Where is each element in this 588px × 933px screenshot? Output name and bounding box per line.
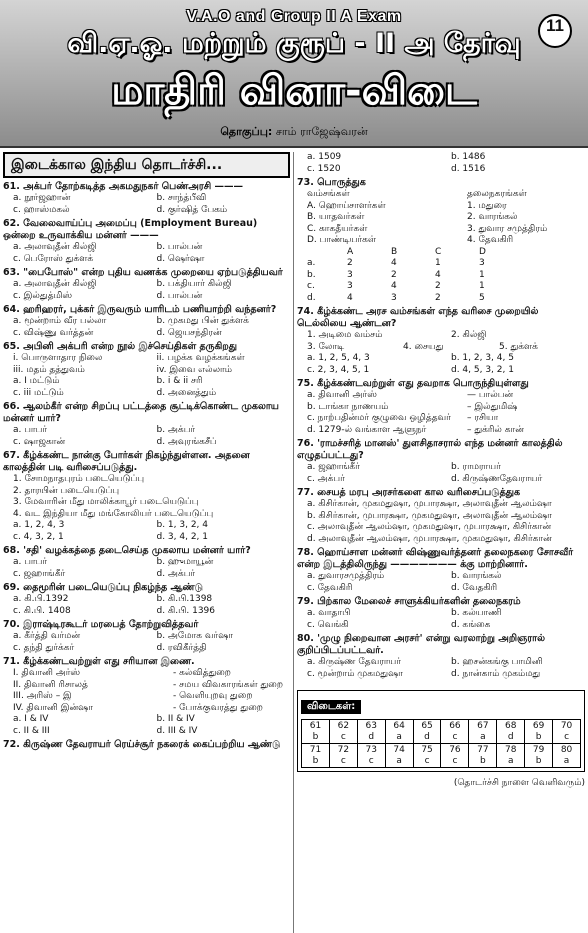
option-a: a. 1, 2, 5, 4, 3: [307, 353, 370, 363]
pair-right: 2. வாரங்கல்: [467, 212, 518, 222]
option-d: d. ஷெர்ஷா: [156, 253, 205, 264]
options-row: [3, 425, 290, 437]
options-row: [297, 571, 585, 583]
answer-number: 69: [532, 721, 545, 731]
options-row: [3, 714, 290, 726]
answer-number: 80: [560, 745, 573, 755]
match-pair: [297, 212, 585, 224]
option-b: b. வாரங்கல்: [451, 571, 502, 581]
answer-number: 78: [505, 745, 517, 755]
grid-cell: 2: [391, 269, 397, 280]
options-row: [297, 583, 585, 595]
answer-letter: c: [564, 732, 570, 742]
options-row: [297, 164, 585, 176]
statements-row: [297, 330, 585, 342]
option-d-match: – துக்ரில் கான்: [467, 424, 524, 435]
question-67: 67. கீழ்க்கண்ட நான்கு போர்கள் நிகழ்ந்துள்ளன. அதனை காலத்தின் படி வரிசைப்படுத்து.: [3, 450, 250, 473]
answer-letter: b: [479, 756, 486, 766]
grid-cell: 3: [347, 281, 353, 291]
pair-right: - போக்குவரத்து துறை: [173, 702, 263, 713]
grid-cell: 3: [391, 292, 397, 303]
options-row: [297, 657, 585, 669]
answer-letter: a: [507, 756, 514, 766]
option-c: c. பெரோஸ் துக்ளக்: [13, 253, 94, 264]
option-a: a. கிருஷ்ண தேவராயர்: [307, 657, 401, 667]
statement-2: 2. கில்ஜி: [451, 330, 487, 340]
answer-number: 71: [309, 745, 322, 755]
pair-left: II. திவானி ரிசாலத்: [13, 679, 88, 690]
match-pair: [297, 390, 585, 402]
match-pair: [3, 680, 290, 692]
option-b: b. கிசிர்கான், முபாரக்ஷா, முகமதுஷா, அலாவுதீன் ஆலம்ஷா: [307, 510, 552, 521]
match-pair: [297, 413, 585, 425]
answer-number: 73: [365, 745, 377, 755]
left-column: [3, 152, 290, 933]
options-row: [3, 437, 290, 449]
statements-row: [297, 342, 585, 354]
options-row: [3, 205, 290, 217]
pair-left: IV. திவானி இன்ஷா: [13, 702, 93, 713]
option-a: a. வாதாபி: [307, 608, 351, 618]
option-c: c. மூன்றாம் முகமதுஷா: [307, 668, 403, 679]
answer-cell: [469, 744, 497, 768]
options-row: [297, 353, 585, 365]
option-b: b. அக்பர்: [156, 425, 196, 435]
answer-number: 72: [337, 745, 350, 755]
answer-letter: b: [312, 732, 319, 742]
answer-grid: [301, 719, 581, 768]
options-row: [3, 557, 290, 569]
match-pair: [3, 668, 290, 680]
question-76: 76. 'ராமச்சரித் மானஸ்' துளசிதாசரால் எந்த மன்னர் காலத்தில் எழுதப்பட்டது?: [297, 438, 563, 461]
grid-cell: 4: [347, 292, 353, 303]
question-69: 69. தைமூரின் படையெடுப்பு நிகழ்ந்த ஆண்டு: [3, 582, 204, 593]
options-row: [3, 643, 290, 655]
grid-cell: C: [435, 246, 442, 257]
option-d: d. அனைத்தும்: [156, 387, 217, 398]
option-b: b. ராமராயர்: [451, 462, 501, 472]
answer-letter: c: [452, 756, 458, 766]
statement-1: 1. சோமநாதபுரம் படையெடுப்பு: [13, 474, 145, 484]
match-pair: [297, 235, 585, 247]
options-row: [3, 291, 290, 303]
grid-cell: 2: [435, 281, 441, 291]
column-heading-left: வம்சங்கள்: [307, 189, 350, 199]
answer-cell: [441, 720, 469, 744]
option-b: b. டாங்கா நாணயம்: [307, 401, 389, 412]
option-b: b. கல்யாணி: [451, 608, 502, 618]
option-b: b. 1486: [451, 152, 486, 162]
question-73: 73. பொருத்துக: [297, 177, 366, 188]
options-row: [3, 376, 290, 388]
question-64: 64. ஹரிஹரர், புக்கர் இருவரும் யாரிடம் பணியாற்றி வந்தனர்?: [3, 304, 277, 315]
options-row: [3, 279, 290, 291]
page-number-badge: 11: [538, 14, 572, 48]
option-b: b. ஹசன்கங்கு பாமினி: [451, 657, 543, 667]
answer-cell: [330, 720, 358, 744]
option-c: c. கி.பி. 1408: [13, 605, 71, 616]
question-66: 66. ஆலம்கீர் என்ற சிறப்பு பட்டத்தை சூட்டிக்கொண்ட முகலாய மன்னர் யார்?: [3, 401, 279, 424]
answer-letter: c: [340, 732, 346, 742]
statement-iv: iv. இவை எல்லாம்: [156, 364, 233, 375]
options-row: [3, 726, 290, 738]
statement-1: 1. அடிமை வம்சம்: [307, 330, 383, 340]
statements-row: [3, 353, 290, 365]
option-b: b. i & ii சரி: [156, 376, 203, 386]
answer-cell: [414, 720, 442, 744]
option-c: c. 4, 3, 2, 1: [13, 531, 64, 542]
options-row: [3, 388, 290, 400]
option-a: a. கீர்த்தி வர்மன்: [13, 631, 81, 641]
answer-key: [297, 690, 585, 772]
answer-cell: [386, 744, 414, 768]
option-b: b. ஹுமாயூன்: [156, 557, 214, 567]
pair-left: B. யாதவர்கள்: [307, 212, 365, 222]
answer-cell: [497, 720, 525, 744]
option-c: c. அலாவுதீன் ஆலம்ஷா, முகமதுஷா, முபாரக்ஷா, கிசிர்கான்: [307, 522, 552, 532]
grid-cell: 2: [347, 258, 353, 268]
option-d: d. ஜெயசந்திரன்: [156, 327, 222, 338]
options-row: [3, 520, 290, 532]
answer-letter: c: [424, 756, 430, 766]
option-c: c. II & III: [13, 725, 50, 736]
question-72: 72. கிருஷ்ண தேவராயர் ரெய்ச்சூர் நகரைக் கைப்பற்றிய ஆண்டு: [3, 739, 281, 750]
answer-number: 64: [393, 721, 405, 731]
answer-number: 65: [421, 721, 433, 731]
answer-cell: [553, 744, 581, 768]
answer-letter: c: [340, 756, 346, 766]
question-77: 77. சையத் மரபு அரசர்களை கால வரிசைப்படுத்துக: [297, 487, 521, 498]
options-row: [3, 594, 290, 606]
match-pair: [3, 703, 290, 715]
grid-cell: D: [479, 246, 486, 257]
code-grid-row: [297, 270, 585, 282]
option-c: c. இல்துத்மிஸ்: [13, 290, 73, 301]
answer-letter: c: [452, 732, 458, 742]
match-pair: [297, 402, 585, 414]
option-a: a. I & IV: [13, 714, 49, 724]
statement-iii: iii. மதம் தத்துவம்: [13, 364, 85, 375]
option-c: c. 2, 3, 4, 5, 1: [307, 364, 370, 375]
option-a: a. மூன்றாம் வீர பல்லா: [13, 316, 107, 326]
option-c: c. வெங்கி: [307, 619, 349, 630]
statement-3: 3. லோடி: [307, 341, 345, 352]
grid-cell: 1: [479, 281, 485, 291]
option-d: d. 1516: [451, 163, 486, 174]
code-grid-row: [297, 281, 585, 293]
option-a: a. ஜஹாங்கீர்: [307, 462, 360, 472]
option-d: d. III & IV: [156, 725, 198, 736]
question-71: 71. கீழ்க்கண்டவற்றுள் எது சரியான இணை.: [3, 656, 195, 667]
options-row: [3, 193, 290, 205]
option-b-match: – இல்துமிஷ்: [467, 401, 518, 412]
option-a: a. கிசிர்கான், முகமதுஷா, முபாரக்ஷா, அலாவுதீன் ஆலம்ஷா: [307, 499, 552, 509]
option-a: a. I மட்டும்: [13, 376, 60, 386]
statement-2: 2. தாரயின் படையெடுப்பு: [13, 485, 120, 496]
options-row: [3, 569, 290, 581]
options-row: [3, 606, 290, 618]
code-grid-row: [297, 293, 585, 305]
answer-cell: [358, 720, 386, 744]
answer-letter: d: [368, 732, 375, 742]
answer-number: 62: [337, 721, 350, 731]
answer-letter: b: [535, 732, 542, 742]
option-c: c. அக்பர்: [307, 473, 345, 484]
answer-letter: b: [312, 756, 319, 766]
answer-letter: d: [424, 732, 430, 742]
answer-letter: a: [480, 732, 486, 742]
answer-number: 67: [477, 721, 489, 731]
question-78: 78. ஹொய்சாள மன்னர் விஷ்ணுவர்த்தனர் தலைநகரை சோசவீர் என்ற இடத்திலிருந்து ——————— க்கு மாற்றினார்.: [297, 547, 574, 570]
option-d: d. வேதகிரி: [451, 582, 498, 593]
grid-cell: [307, 247, 347, 259]
pair-left: III. அரிஸ் – இ: [13, 691, 72, 701]
answer-number: 61: [309, 721, 322, 731]
option-b: b. பக்தியார் கில்ஜி: [156, 279, 232, 289]
pair-left: A. ஹொய்சாளர்கள்: [307, 200, 386, 211]
grid-cell: 1: [479, 269, 485, 280]
pair-left: C. காகதீயர்கள்: [307, 223, 368, 234]
option-c: c. 1520: [307, 163, 341, 174]
question-62: 62. வேலைவாய்ப்பு அமைப்பு (Employment Bureau) ஒன்றை உருவாக்கிய மன்னர் ———: [3, 218, 258, 241]
answer-number: 79: [532, 745, 545, 755]
answer-cell: [302, 720, 330, 744]
statement-4: 4. வட இந்தியா மீது மங்கோலியர் படையெடுப்பு: [13, 508, 214, 519]
answer-letter: d: [507, 732, 514, 742]
options-row: [3, 631, 290, 643]
option-b: b. சாந்த்பீவி: [156, 193, 207, 203]
grid-cell: 3: [347, 269, 353, 280]
question-74: 74. கீழ்க்கண்ட அரச வம்சங்கள் எந்த வரிசை முறையில் டெல்லியை ஆண்டன?: [297, 306, 539, 329]
column-heading-right: தலைநகரங்கள்: [467, 189, 527, 199]
article-body: [0, 152, 588, 933]
grid-cell: 3: [479, 258, 485, 268]
option-a-match: — பால்பன்: [467, 390, 514, 400]
answer-cell: [497, 744, 525, 768]
option-c: c. ஹாஸ்மகல்: [13, 204, 70, 215]
section-title: இடைக்கால இந்திய தொடர்ச்சி...: [3, 152, 290, 178]
option-d: d. 1279-ல் வங்காள ஆளுநர்: [307, 424, 427, 435]
code-grid-row: [297, 258, 585, 270]
grid-cell: a.: [307, 258, 316, 268]
compiler-name: சாம் ராஜேஷ்வரன்: [275, 125, 368, 138]
options-row: [297, 620, 585, 632]
answer-cell: [441, 744, 469, 768]
option-d: d. கிருஷ்ணதேவராயர்: [451, 473, 543, 484]
question-61: 61. அக்பர் தோற்கடித்த அகமதுநகர் பெண்அரசி ———: [3, 181, 244, 192]
option-d: d. நான்காம் முகம்மது: [451, 668, 541, 679]
answer-cell: [386, 720, 414, 744]
option-d: d. கங்கை: [451, 619, 491, 630]
option-a: a. திவானி அர்ஸ்: [307, 390, 377, 400]
option-c: c. தேவகிரி: [307, 582, 353, 593]
options-row: [297, 474, 585, 486]
match-header: [297, 189, 585, 201]
option-d: d. குர்ஷித் பேகம்: [156, 204, 228, 215]
right-column: [297, 152, 585, 933]
answer-number: 74: [393, 745, 405, 755]
answer-key-label: விடைகள்:: [301, 700, 361, 714]
answer-letter: a: [396, 756, 402, 766]
column-divider: [293, 152, 294, 933]
answer-cell: [302, 744, 330, 768]
answer-cell: [414, 744, 442, 768]
grid-cell: B: [391, 246, 398, 257]
options-row: [297, 365, 585, 377]
pair-right: 4. தேவகிரி: [467, 235, 514, 245]
options-row: [3, 316, 290, 328]
question-75: 75. கீழ்க்கண்டவற்றுள் எது தவறாக பொருந்தியுள்ளது: [297, 378, 529, 389]
option-a: a. கி.பி.1392: [13, 594, 69, 604]
option-d: d. 4, 5, 3, 2, 1: [451, 364, 514, 375]
option-b: b. II & IV: [156, 714, 195, 724]
answer-number: 63: [365, 721, 377, 731]
answer-cell: [525, 720, 553, 744]
option-d: d. அலாவுதீன் ஆலம்ஷா, முபாரக்ஷா, முகமதுஷா, கிசிர்கான்: [307, 533, 552, 544]
option-c: c. விஷ்ணு வர்த்தன்: [13, 327, 94, 338]
question-68: 68. 'சதி' வழக்கத்தை தடைசெய்த முகலாய மன்னர் யார்?: [3, 545, 251, 556]
option-c: c. ஷாஜகான்: [13, 436, 66, 447]
compiled-label: தொகுப்பு:: [220, 125, 273, 138]
answer-letter: b: [535, 756, 542, 766]
continuation-note: (தொடர்ச்சி நாளை வெளிவரும்): [453, 778, 585, 788]
statement-3: 3. மேவாரின் மீது மாலிக்காபூர் படையெடுப்பு: [13, 497, 199, 507]
options-row: [297, 608, 585, 620]
options-row: [3, 254, 290, 266]
statement-ii: ii. பழக்க வழக்கங்கள்: [156, 353, 245, 363]
grid-cell: b.: [307, 269, 316, 280]
answer-cell: [330, 744, 358, 768]
answer-letter: c: [368, 756, 374, 766]
answer-cell: [525, 744, 553, 768]
statement-5: 5. துக்ளக்: [499, 341, 538, 352]
compiler-credit: [0, 125, 588, 140]
header-line-1: வி.ஏ.ஓ. மற்றும் குரூப் - II அ தேர்வு: [67, 28, 521, 59]
question-79: 79. பிற்கால மேலைச் சாளுக்கியர்களின் தலைநகரம்: [297, 596, 521, 607]
pair-left: I. திவானி அர்ஸ்: [13, 668, 81, 678]
option-c-match: – ரசியா: [467, 413, 499, 423]
answer-number: 76: [449, 745, 461, 755]
options-row: [3, 532, 290, 544]
match-pair: [297, 201, 585, 213]
option-b: b. பால்பன்: [156, 242, 203, 252]
statement-i: i. பொருளாதார நிலை: [13, 353, 103, 363]
option-a: a. பாபர்: [13, 557, 48, 567]
option-b: b. 1, 3, 2, 4: [156, 520, 209, 530]
option-b: b. முகமது பின் துக்ளக்: [156, 316, 249, 326]
answer-cell: [553, 720, 581, 744]
answer-number: 75: [421, 745, 433, 755]
options-row: [297, 669, 585, 681]
option-c: c. iii மட்டும்: [13, 387, 64, 398]
option-a: a. அலாவுதீன் கில்ஜி: [13, 279, 97, 289]
option-b: b. அமோக வர்ஷா: [156, 631, 233, 641]
match-pair: [297, 224, 585, 236]
options-row: [297, 462, 585, 474]
option-c: c. ஜஹாங்கீர்: [13, 568, 66, 579]
option-d: d. அவுரங்கசீப்: [156, 436, 217, 447]
option-a: a. 1509: [307, 152, 342, 162]
page-header: [0, 0, 588, 148]
option-a: a. அலாவுதீன் கில்ஜி: [13, 242, 97, 252]
options-row: [3, 242, 290, 254]
grid-cell: 4: [435, 269, 441, 280]
grid-cell: 4: [391, 258, 397, 268]
header-line-2: மாதிரி வினா-விடை: [111, 68, 477, 114]
option-d: d. ரவிகீர்த்தி: [156, 642, 207, 653]
answer-number: 77: [477, 745, 489, 755]
grid-cell: 5: [479, 292, 485, 303]
grid-cell: c.: [307, 281, 315, 291]
option-c: c. நாற்பதின்மர் குழுவை ஒழித்தவர்: [307, 413, 451, 423]
option-d: d. அக்பர்: [156, 568, 196, 579]
pair-right: - வெளியுறவு துறை: [173, 691, 253, 701]
option-a: a. துவாரசமுத்திரம்: [307, 571, 385, 581]
answer-number: 70: [560, 721, 573, 731]
match-pair: [297, 425, 585, 437]
exam-title: V.A.O and Group II A Exam: [186, 8, 402, 25]
option-d: d. பால்பன்: [156, 290, 203, 301]
statements-row: [3, 365, 290, 377]
option-a: a. நூர்ஜஹான்: [13, 193, 71, 203]
grid-cell: 2: [435, 292, 441, 303]
question-80: 80. 'முழு நிறைவான அரசர்' என்று வரலாற்று அறிஞரால் குறிப்பிடப்பட்டவர்.: [297, 633, 545, 656]
option-c: c. தந்தி துர்க்கர்: [13, 642, 75, 653]
option-b: b. கி.பி.1398: [156, 594, 213, 604]
pair-right: - கல்வித்துறை: [173, 668, 231, 678]
option-d: d. கி.பி. 1396: [156, 605, 216, 616]
pair-right: 1. மதுரை: [467, 200, 507, 211]
answer-number: 66: [449, 721, 461, 731]
options-row: [297, 152, 585, 164]
statement-4: 4. சையது: [403, 341, 444, 352]
answer-number: 68: [505, 721, 517, 731]
answer-letter: a: [396, 732, 402, 742]
code-grid-header: [297, 247, 585, 259]
grid-cell: 4: [391, 281, 397, 291]
grid-cell: d.: [307, 292, 316, 303]
match-pair: [3, 691, 290, 703]
pair-right: 3. துவார சமுத்திரம்: [467, 223, 548, 234]
pair-right: - சமய விவகாரங்கள் துறை: [173, 679, 283, 690]
question-63: 63. "பைபோஸ்" என்ற புதிய வணக்க முறையை ஏற்படுத்தியவர்: [3, 267, 283, 278]
pair-left: D. பாண்டியர்கள்: [307, 235, 376, 245]
option-d: d. 3, 4, 2, 1: [156, 531, 209, 542]
options-row: [3, 328, 290, 340]
question-70: 70. இராஷ்டிரகூடர் மரபைத் தோற்றுவித்தவர்: [3, 619, 199, 630]
option-a: a. பாபர்: [13, 425, 48, 435]
question-65: 65. அபினி அக்பரி என்ற நூல் இச்செய்திகள் தருகிறது: [3, 341, 237, 352]
grid-cell: A: [347, 246, 354, 257]
answer-cell: [358, 744, 386, 768]
grid-cell: 1: [435, 258, 441, 268]
option-b: b. 1, 2, 3, 4, 5: [451, 353, 514, 363]
option-a: a. 1, 2, 4, 3: [13, 520, 65, 530]
answer-cell: [469, 720, 497, 744]
answer-letter: a: [563, 756, 570, 766]
